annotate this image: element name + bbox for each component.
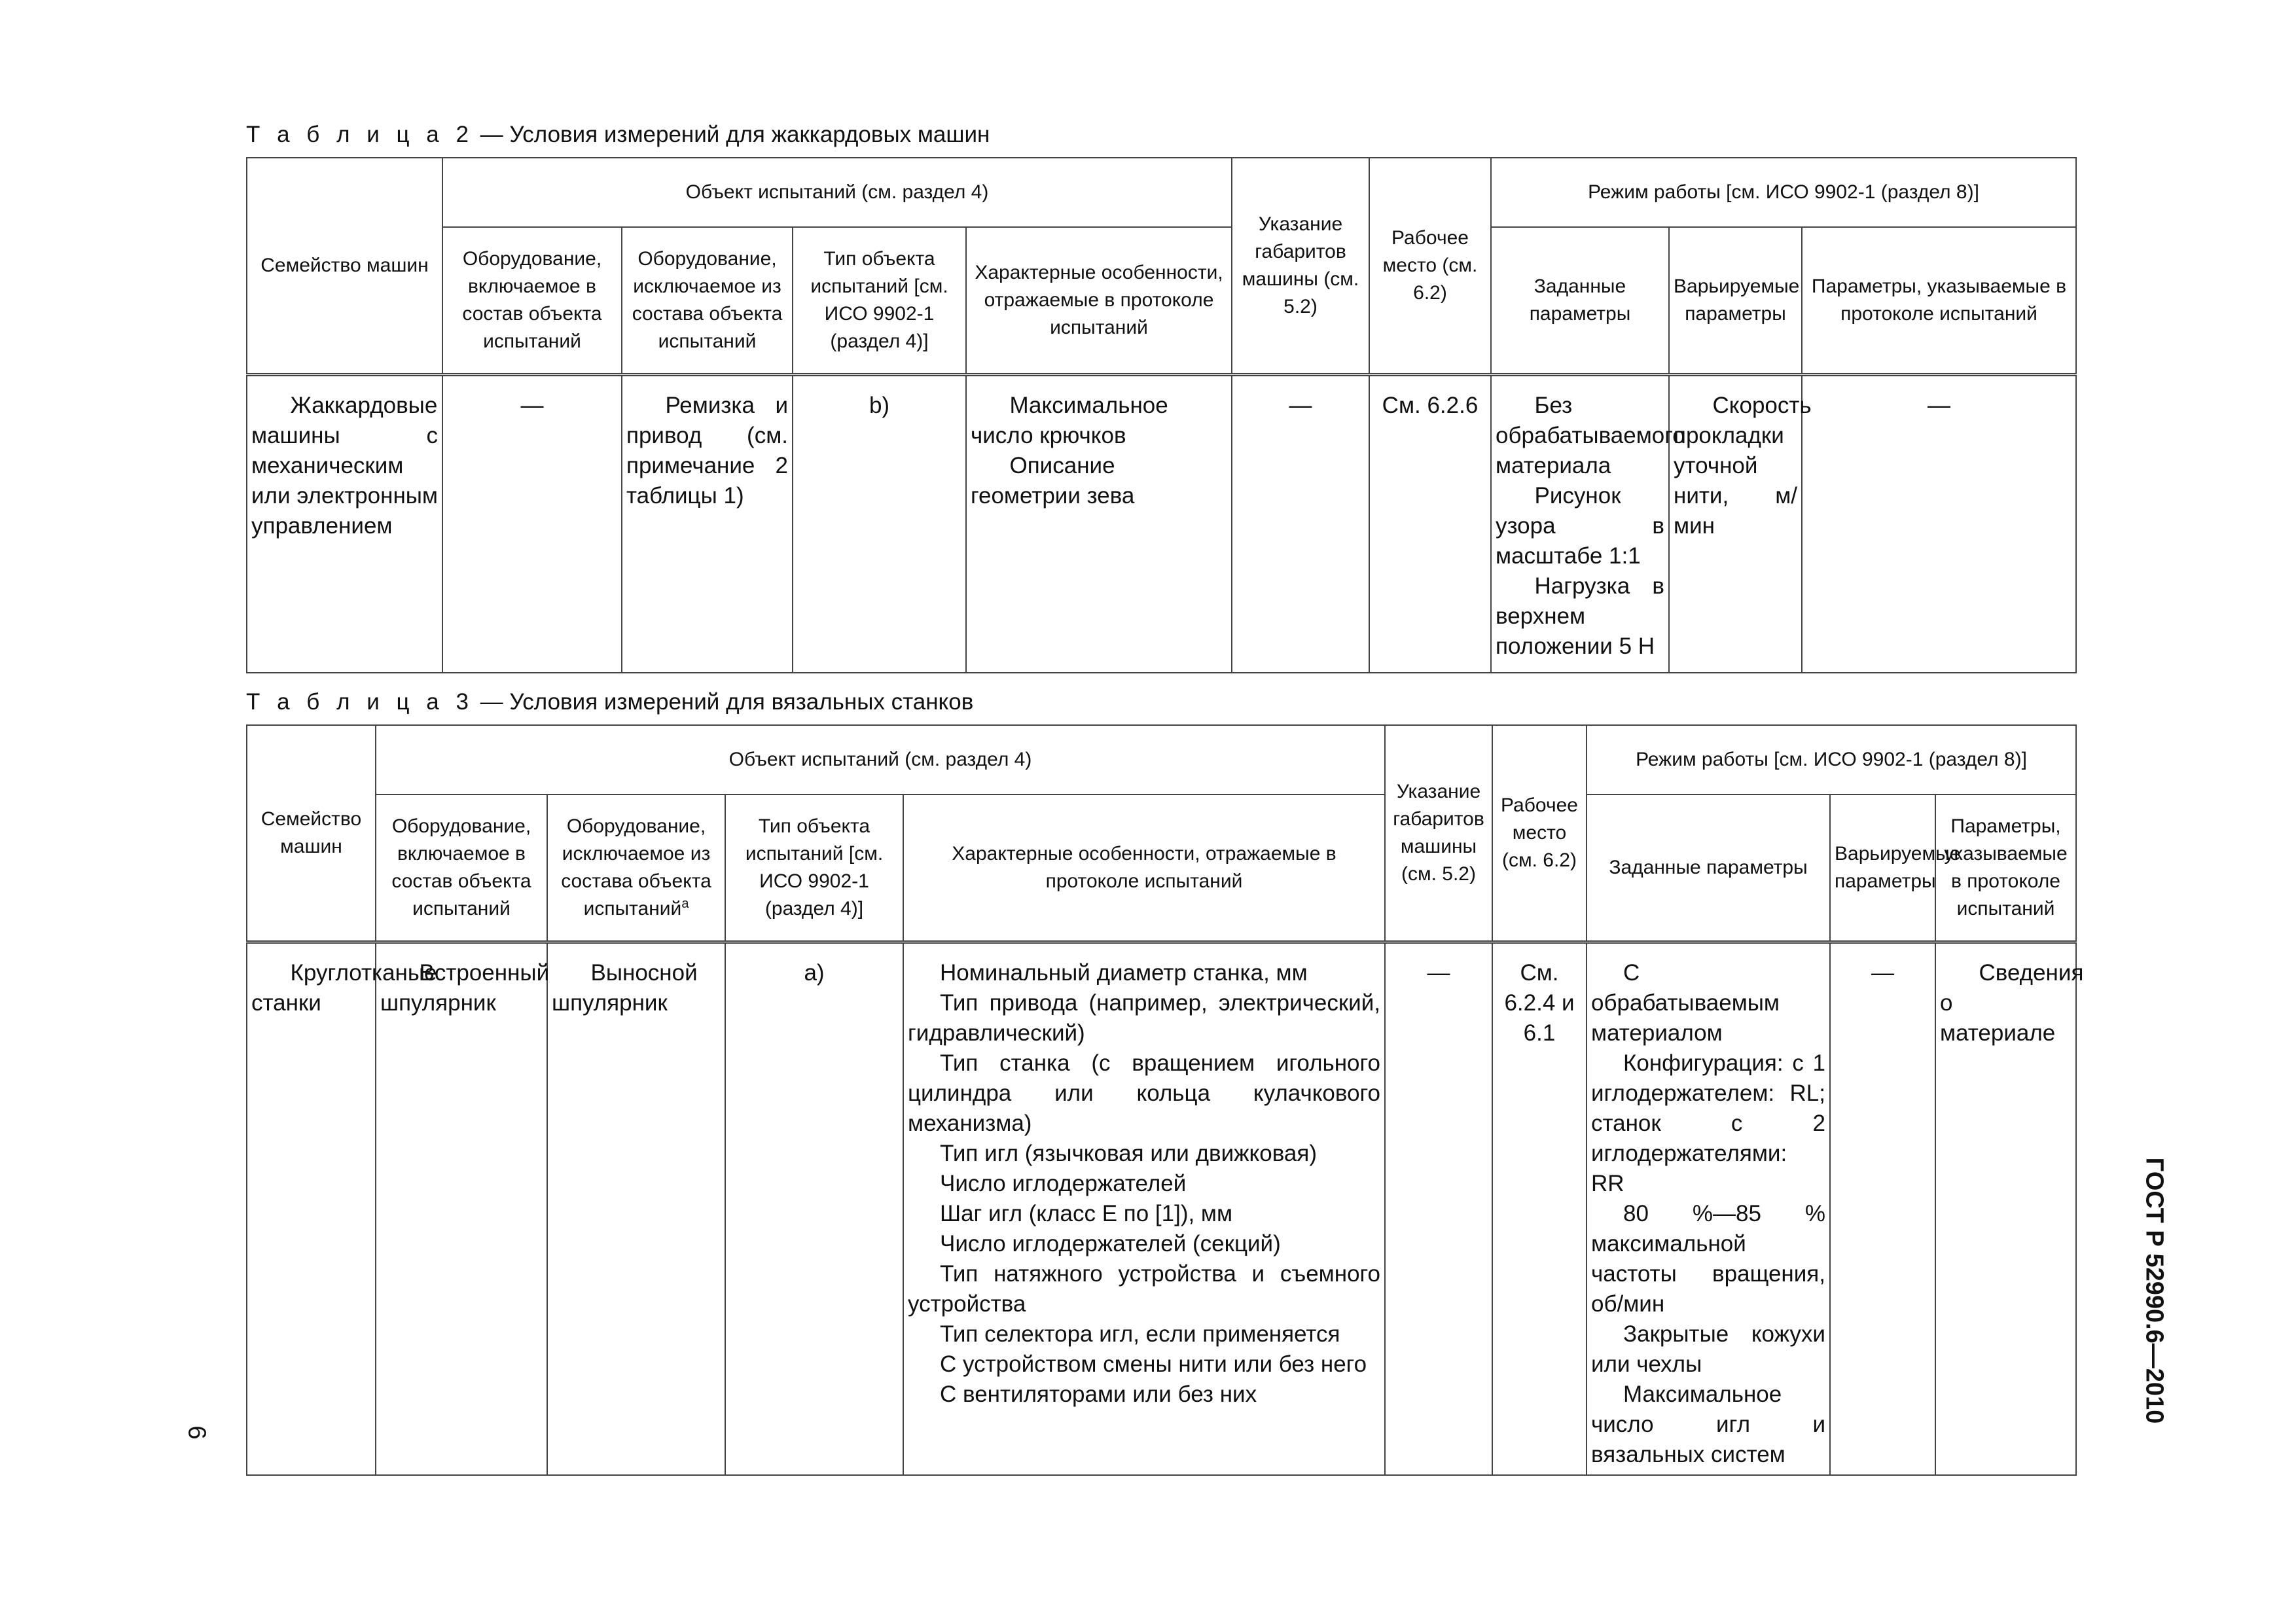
- t3-set-4: Закрытые кожухи или чехлы: [1591, 1321, 1825, 1377]
- t2-header-equip-included: Оборудование, включаемое в состав объекта испытаний: [442, 227, 622, 374]
- t3-feature-7: Число иглодержателей (секций): [940, 1230, 1281, 1257]
- t2-cell-equip-included: —: [442, 374, 622, 673]
- t3-set-1: С обрабатываемым материалом: [1591, 959, 1780, 1046]
- t3-cell-equip-included: [376, 942, 550, 1475]
- t3-cell-set-params: [1587, 942, 1830, 1475]
- table3-caption-text: — Условия измерений для вязальных станков: [473, 689, 974, 715]
- t2-cell-report: —: [1802, 374, 2076, 673]
- table3: [246, 724, 2084, 1476]
- t2-header-object-group: Объект испытаний (см. раздел 4): [442, 158, 1232, 227]
- table3-caption: [246, 689, 973, 715]
- page-number-text: 6: [183, 1425, 211, 1440]
- t3-header-object-type: Тип объекта испытаний [см. ИСО 9902-1 (раздел 4)]: [725, 794, 903, 942]
- t3-header-features: Характерные особенности, отражаемые в протоколе испытаний: [903, 794, 1385, 942]
- t2-header-dimensions: Указание габаритов машины (см. 5.2): [1232, 158, 1369, 374]
- t3-header-equip-excluded: [547, 794, 725, 942]
- t2-cell-equip-excluded: [622, 374, 793, 673]
- t3-header-equip-excluded-text: Оборудование, исключаемое из состава объекта испытаний: [561, 815, 711, 919]
- t2-feature-1: Максимальное число крючков: [971, 392, 1168, 448]
- t3-header-mode-group: Режим работы [см. ИСО 9902-1 (раздел 8)]: [1587, 725, 2076, 794]
- table2-caption-text: — Условия измерений для жаккардовых машин: [473, 122, 990, 147]
- t2-cell-dimensions: —: [1232, 374, 1369, 673]
- t2-cell-varied: [1669, 374, 1812, 673]
- t3-header-footnote-mark: а: [681, 896, 689, 911]
- t2-header-varied-params: Варьируемые параметры: [1669, 227, 1802, 374]
- t3-cell-workplace: См. 6.2.4 и 6.1: [1492, 942, 1587, 1475]
- t3-feature-9: Тип селектора игл, если применяется: [940, 1321, 1340, 1347]
- t3-header-dimensions: Указание габаритов машины (см. 5.2): [1385, 725, 1492, 942]
- t3-feature-3: Тип станка (с вращением игольного цилиндра или кольца кулачкового механизма): [908, 1050, 1380, 1136]
- t3-feature-4: Тип игл (язычковая или движковая): [940, 1140, 1317, 1166]
- t3-report-text: Сведения о материале: [1940, 959, 2084, 1046]
- t2-header-mode-group: Режим работы [см. ИСО 9902-1 (раздел 8)]: [1491, 158, 2076, 227]
- t2-family-text: Жаккардовые машины с механическим или электронным управлением: [251, 392, 438, 539]
- t3-cell-varied: —: [1830, 942, 1935, 1475]
- t3-header-equip-included: Оборудование, включаемое в состав объекта испытаний: [376, 794, 547, 942]
- t3-set-2: Конфигурация: с 1 иглодержателем: RL; станок с 2 иглодержателями: RR: [1591, 1050, 1825, 1196]
- t3-equip-excluded-text: Выносной шпулярник: [552, 959, 698, 1016]
- t3-equip-included-text: Встроенный шпулярник: [380, 959, 550, 1016]
- t3-family-text: Круглотканые станки: [251, 959, 437, 1016]
- t3-header-report-params: Параметры, указываемые в протоколе испытаний: [1935, 794, 2076, 942]
- t2-feature-2: Описание геометрии зева: [971, 452, 1135, 508]
- document-code-text: ГОСТ Р 52990.6—2010: [2140, 1157, 2168, 1424]
- t2-set-1: Без обрабатываемого материала: [1496, 392, 1685, 478]
- t3-header-workplace: Рабочее место (см. 6.2): [1492, 725, 1587, 942]
- t3-cell-dimensions: —: [1385, 942, 1492, 1475]
- t2-cell-object-type: b): [793, 374, 966, 673]
- t2-header-report-params: Параметры, указываемые в протоколе испытаний: [1802, 227, 2076, 374]
- t2-set-2: Рисунок узора в масштабе 1:1: [1496, 482, 1664, 569]
- t3-feature-2: Тип привода (например, электрический, гидравлический): [908, 990, 1380, 1046]
- t2-header-family: Семейство машин: [247, 158, 442, 374]
- t2-header-features: Характерные особенности, отражаемые в протоколе испытаний: [966, 227, 1232, 374]
- t2-header-equip-excluded: Оборудование, исключаемое из состава объекта испытаний: [622, 227, 793, 374]
- t3-cell-family: [247, 942, 437, 1475]
- t3-feature-1: Номинальный диаметр станка, мм: [940, 959, 1308, 986]
- table3-caption-prefix: Т а б л и ц а 3: [246, 689, 474, 715]
- t3-set-5: Максимальное число игл и вязальных систем: [1591, 1381, 1825, 1467]
- t3-feature-5: Число иглодержателей: [940, 1170, 1187, 1196]
- document-code: [2136, 1143, 2172, 1438]
- t2-header-set-params: Заданные параметры: [1491, 227, 1669, 374]
- t3-feature-10: С устройством смены нити или без него: [940, 1351, 1367, 1377]
- t3-header-object-group: Объект испытаний (см. раздел 4): [376, 725, 1385, 794]
- t2-set-3: Нагрузка в верхнем положении 5 Н: [1496, 573, 1664, 659]
- t2-cell-features: [966, 374, 1232, 673]
- t3-feature-8: Тип натяжного устройства и съемного устройства: [908, 1260, 1380, 1317]
- t3-header-varied-params: Варьируемые параметры: [1830, 794, 1935, 942]
- t2-equip-excluded-text: Ремизка и привод (см. примечание 2 таблицы 1): [626, 392, 788, 508]
- t3-cell-report: [1935, 942, 2084, 1475]
- table2-caption-prefix: Т а б л и ц а 2: [246, 122, 474, 147]
- t2-cell-family: [247, 374, 442, 673]
- t3-cell-equip-excluded: [547, 942, 725, 1475]
- t3-cell-object-type: а): [725, 942, 903, 1475]
- table2: [246, 157, 2077, 673]
- t2-header-workplace: Рабочее место (см. 6.2): [1369, 158, 1491, 374]
- t2-header-object-type: Тип объекта испытаний [см. ИСО 9902-1 (раздел 4)]: [793, 227, 966, 374]
- page-number: [183, 1417, 209, 1448]
- t3-feature-6: Шаг игл (класс Е по [1]), мм: [940, 1200, 1233, 1226]
- t2-cell-workplace: См. 6.2.6: [1369, 374, 1491, 673]
- t2-cell-set-params: [1491, 374, 1685, 673]
- t3-cell-features: [903, 942, 1385, 1475]
- t3-set-3: 80 %—85 % максимальной частоты вращения, об/мин: [1591, 1200, 1825, 1317]
- t3-header-family: Семейство машин: [247, 725, 376, 942]
- t3-header-set-params: Заданные параметры: [1587, 794, 1830, 942]
- t2-varied-text: Скорость прокладки уточной нити, м/мин: [1674, 392, 1812, 539]
- table2-caption: [246, 122, 990, 148]
- t3-feature-11: С вентиляторами или без них: [940, 1381, 1257, 1407]
